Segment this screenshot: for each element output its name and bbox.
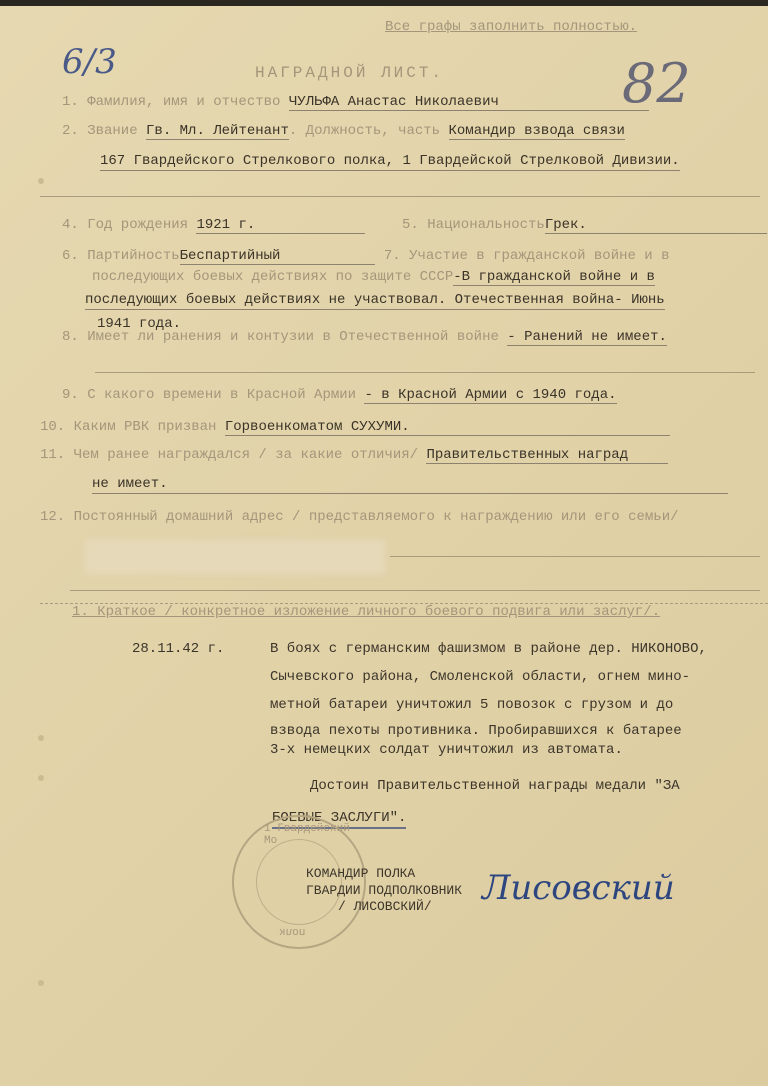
field-9-label: 9. С какого времени в Красной Армии <box>62 387 357 403</box>
field-7-value-3: 1941 года. <box>97 316 182 332</box>
field-4-label: 4. Год рождения <box>62 217 189 233</box>
field-11-label: 11. Чем ранее награждался / за какие отличия/ <box>40 447 419 463</box>
divider <box>70 590 760 591</box>
field-11-value: Правительственных наград <box>426 447 668 464</box>
divider <box>40 196 760 197</box>
field-1 <box>62 93 649 111</box>
divider <box>390 556 760 557</box>
handwritten-number-right: 82 <box>622 52 691 115</box>
section-heading: 1. Краткое / конкретное изложение личного боевого подвига или заслуг/. <box>72 604 661 620</box>
punch-hole <box>38 735 44 741</box>
stamp-text-bottom: полк <box>279 925 306 937</box>
field-2-value: Гв. Мл. Лейтенант <box>146 123 289 139</box>
field-4-value: 1921 г. <box>196 217 365 234</box>
field-6-label: 6. Партийность <box>62 248 180 264</box>
signatory-title: КОМАНДИР ПОЛКА <box>306 866 416 881</box>
signatory-rank: ГВАРДИИ ПОДПОЛКОВНИК <box>306 883 463 898</box>
narrative-line: взвода пехоты противника. Пробиравшихся к батарее <box>270 723 682 739</box>
field-2 <box>62 122 625 140</box>
field-8-label: 8. Имеет ли ранения и контузии в Отечественной войне <box>62 329 499 345</box>
field-7-value-2: последующих боевых действиях не участвовал. Отечественная война- Июнь <box>85 292 665 308</box>
conclusion-line-1: Достоин Правительственной награды медали "ЗА <box>310 778 680 794</box>
narrative-line: 3-х немецких солдат уничтожил из автомата. <box>270 742 623 758</box>
field-10 <box>40 418 670 436</box>
punch-hole <box>38 775 44 781</box>
field-9-value: - в Красной Армии с 1940 года. <box>364 387 617 403</box>
handwritten-signature: Лисовский <box>482 868 675 908</box>
conclusion-line-2: БОЕВЫЕ ЗАСЛУГИ". <box>272 809 406 829</box>
field-11-value-2: не имеет. <box>92 475 728 494</box>
scan-edge <box>0 0 768 6</box>
redacted-address <box>85 540 385 574</box>
field-2-label: 2. Звание <box>62 123 138 139</box>
field-4 <box>62 216 365 234</box>
field-5-label: 5. Национальность <box>402 217 545 233</box>
field-7-value-1: -В гражданской войне и в <box>453 269 655 285</box>
field-2-unit-value: 167 Гвардейского Стрелкового полка, 1 Гвардейской Стрелковой Дивизии. <box>100 153 680 169</box>
field-5 <box>402 216 767 234</box>
field-12-label: 12. Постоянный домашний адрес / представляемого к награждению или его семьи/ <box>40 509 679 525</box>
field-10-label: 10. Каким РВК призван <box>40 419 217 435</box>
document-title: НАГРАДНОЙ ЛИСТ. <box>255 64 445 82</box>
field-6-value: Беспартийный <box>180 248 376 265</box>
field-5-value: Грек. <box>545 217 767 234</box>
field-2-position-value: Командир взвода связи <box>448 123 625 139</box>
field-11 <box>40 446 668 464</box>
field-7 <box>92 268 655 286</box>
punch-hole <box>38 178 44 184</box>
field-2-position-label: . Должность, часть <box>288 123 441 139</box>
narrative-line: В боях с германским фашизмом в районе дер. НИКОНОВО, <box>270 641 707 657</box>
award-date: 28.11.42 г. <box>132 641 225 657</box>
field-7-label: 7. Участие в гражданской войне и в <box>383 248 670 264</box>
narrative-line: Сычевского района, Смоленской области, огнем мино- <box>270 669 691 685</box>
narrative-line: метной батареи уничтожил 5 повозок с грузом и до <box>270 697 674 713</box>
handwritten-number-left: 6/3 <box>62 42 117 82</box>
field-10-value: Горвоенкоматом СУХУМИ. <box>225 419 670 436</box>
divider <box>95 372 755 373</box>
field-7-label-cont: последующих боевых действиях по защите СССР <box>92 269 454 285</box>
field-1-value: ЧУЛЬФА Анастас Николаевич <box>289 94 649 111</box>
field-8-value: - Ранений не имеет. <box>507 329 667 345</box>
field-8 <box>62 328 667 346</box>
field-9 <box>62 386 617 404</box>
field-6 <box>62 247 670 265</box>
signatory-name: / ЛИСОВСКИЙ/ <box>338 899 432 914</box>
stamp-text-top: 1 Гвардейский Мо <box>264 823 350 847</box>
punch-hole <box>38 980 44 986</box>
field-1-label: 1. Фамилия, имя и отчество <box>62 94 281 110</box>
header-note: Все графы заполнить полностью. <box>385 19 638 35</box>
